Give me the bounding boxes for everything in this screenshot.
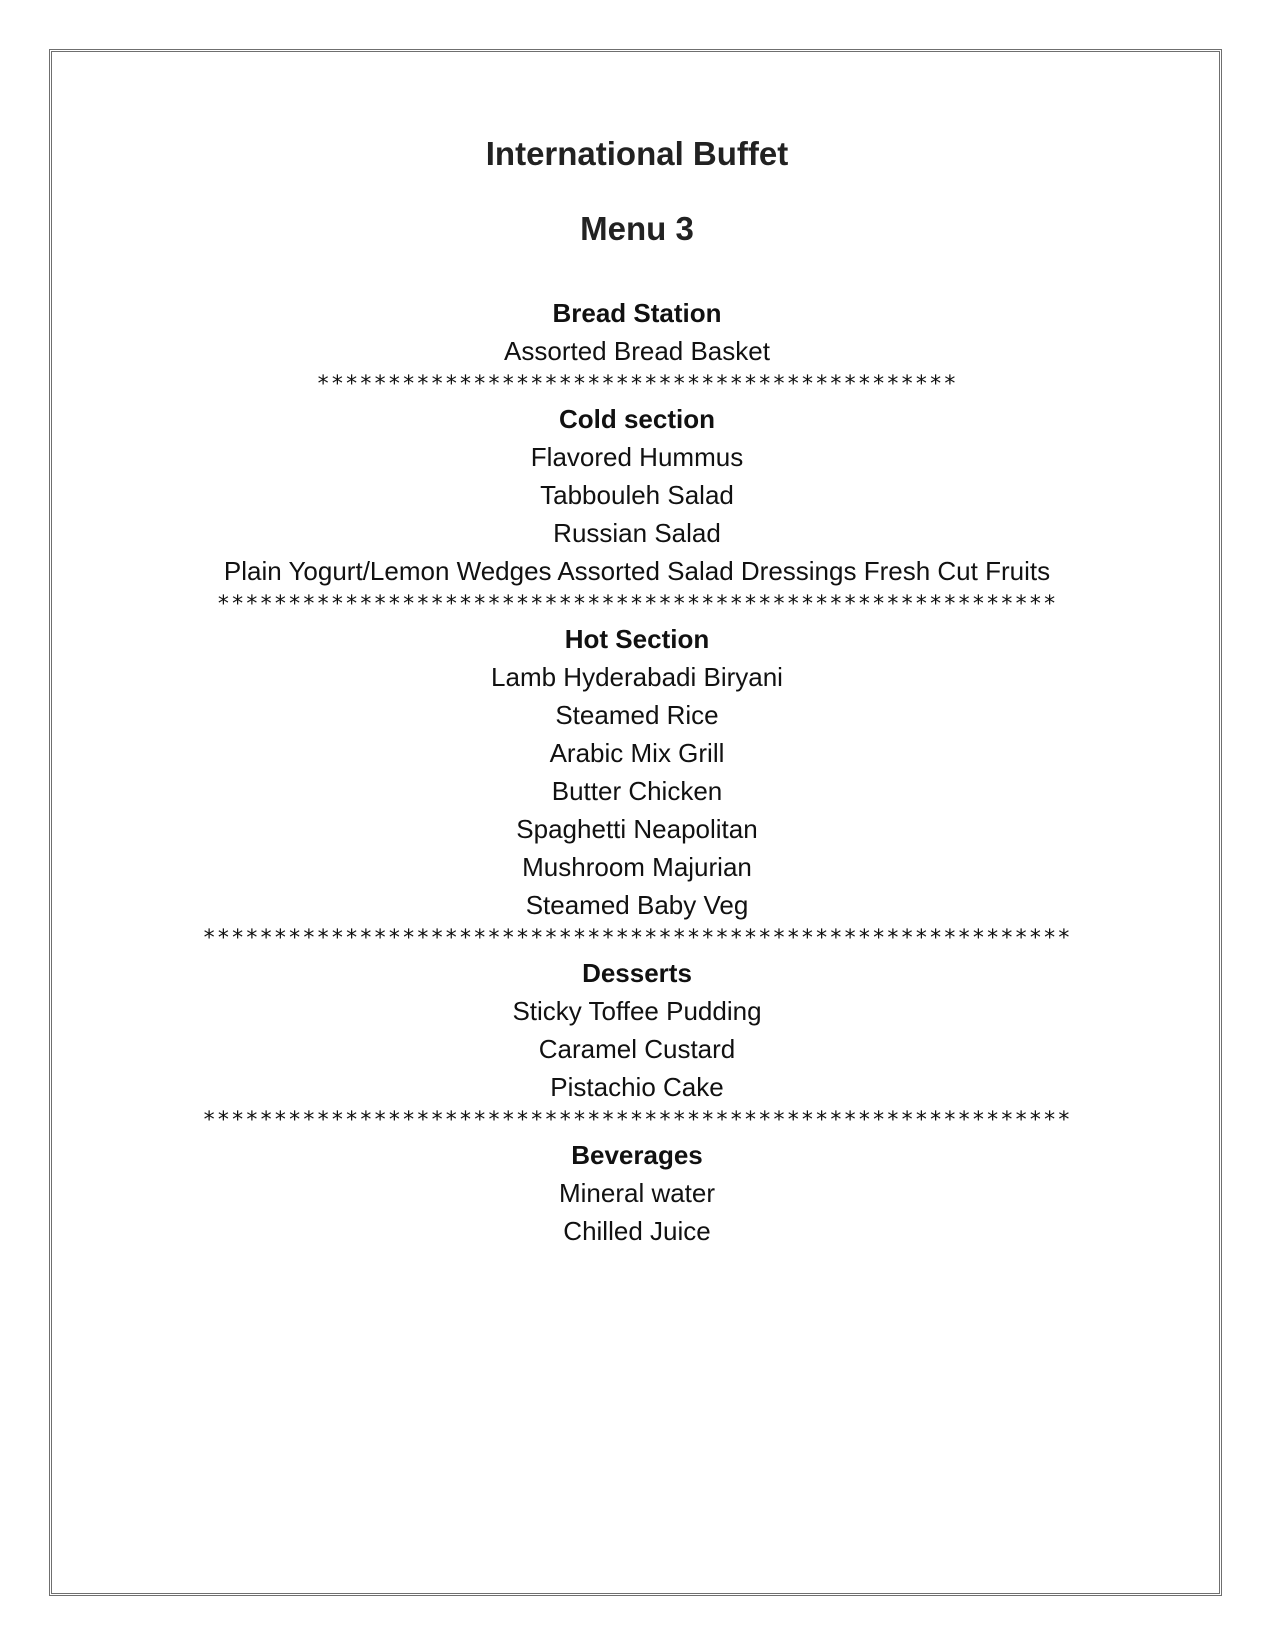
menu-item: Assorted Bread Basket — [504, 336, 770, 366]
menu-sections — [52, 294, 1222, 1250]
menu-item: Mushroom Majurian — [522, 852, 752, 882]
menu-item: Arabic Mix Grill — [549, 738, 725, 768]
separator: *********************************************************** — [216, 592, 1058, 617]
menu-item: Lamb Hyderabadi Biryani — [491, 662, 783, 692]
separator: ************************************************************* — [202, 926, 1072, 951]
section-cold — [52, 400, 1222, 620]
section-heading: Bread Station — [552, 298, 722, 328]
section-beverages — [52, 1136, 1222, 1250]
section-bread-station — [52, 294, 1222, 400]
menu-item: Sticky Toffee Pudding — [512, 996, 762, 1026]
section-desserts — [52, 954, 1222, 1136]
menu-item: Russian Salad — [553, 518, 721, 548]
menu-item: Steamed Baby Veg — [525, 890, 749, 920]
section-heading: Desserts — [582, 958, 692, 988]
section-heading: Beverages — [571, 1140, 703, 1170]
section-hot — [52, 620, 1222, 954]
document-title: International Buffet — [485, 135, 789, 172]
menu-item: Caramel Custard — [538, 1034, 736, 1064]
menu-item: Butter Chicken — [551, 776, 723, 806]
separator: ************************************************************* — [202, 1108, 1072, 1133]
section-heading: Hot Section — [564, 624, 710, 654]
menu-document — [52, 52, 1222, 1250]
menu-item: Mineral water — [558, 1178, 716, 1208]
menu-item: Flavored Hummus — [530, 442, 744, 472]
section-heading: Cold section — [558, 404, 715, 434]
menu-item: Chilled Juice — [563, 1216, 711, 1246]
menu-item: Plain Yogurt/Lemon Wedges Assorted Salad Dressings Fresh Cut Fruits — [223, 556, 1051, 586]
menu-item: Steamed Rice — [555, 700, 719, 730]
menu-item: Tabbouleh Salad — [540, 480, 734, 510]
menu-item: Pistachio Cake — [550, 1072, 724, 1102]
document-subtitle: Menu 3 — [580, 210, 694, 247]
menu-item: Spaghetti Neapolitan — [516, 814, 758, 844]
separator: ********************************************* — [316, 372, 958, 397]
